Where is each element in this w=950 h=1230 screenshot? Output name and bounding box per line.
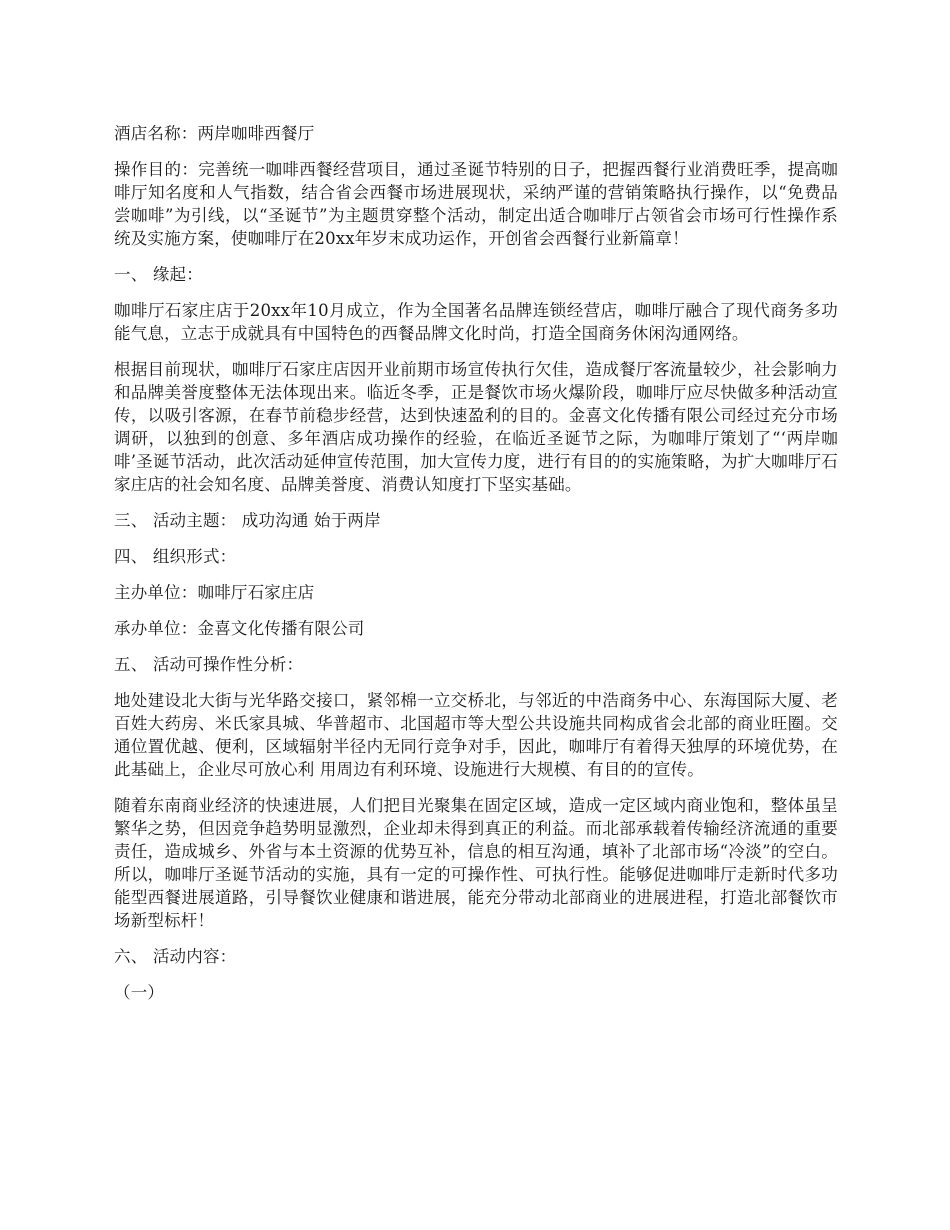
section-heading-content: 六、 活动内容： bbox=[114, 947, 237, 966]
section-heading-theme: 三、 活动主题： 成功沟通 始于两岸 bbox=[114, 511, 381, 530]
feasibility-paragraph-2: 随着东南商业经济的快速进展，人们把目光聚集在固定区域，造成一定区域内商业饱和，整体虽呈繁华之势，但因竞争趋势明显激烈，企业却未得到真正的利益。而北部承载着传输经济流通的重要责任，造成城乡、外省与本土资源的优势互补，信息的相互沟通，填补了北部市场“冷淡”的空白。所以，咖啡厅圣诞节活动的实施，具有一定的可操作性、可执行性。能够促进咖啡厅走新时代多功能型西餐进展道路，引导餐饮业健康和谐进展，能充分带动北部商业的进展进程，打造北部餐饮市场新型标杆！ bbox=[114, 796, 838, 930]
host-unit-line: 主办单位：咖啡厅石家庄店 bbox=[114, 583, 315, 602]
feasibility-paragraph-1: 地处建设北大街与光华路交接口，紧邻棉一立交桥北，与邻近的中浩商务中心、东海国际大厦、老百姓大药房、米氏家具城、华普超市、北国超市等大型公共设施共同构成省会北部的商业旺圈。交通位置优越、便利，区域辐射半径内无同行竞争对手，因此，咖啡厅有着得天独厚的环境优势，在此基础上，企业尽可放心利 用周边有利环境、设施进行大规模、有目的的宣传。 bbox=[114, 691, 838, 779]
section-heading-organization: 四、 组织形式： bbox=[114, 547, 237, 566]
section-heading-origin: 一、 缘起： bbox=[114, 265, 203, 284]
document-body bbox=[114, 122, 838, 1017]
origin-paragraph-1: 咖啡厅石家庄店于20xx年10月成立，作为全国著名品牌连锁经营店，咖啡厅融合了现代商务多功能气息，立志于成就具有中国特色的西餐品牌文化时尚，打造全国商务休闲沟通网络。 bbox=[114, 301, 838, 343]
section-heading-feasibility: 五、 活动可操作性分析： bbox=[114, 655, 304, 674]
origin-paragraph-2: 根据目前现状，咖啡厅石家庄店因开业前期市场宣传执行欠佳，造成餐厅客流量较少，社会影响力和品牌美誉度整体无法体现出来。临近冬季，正是餐饮市场火爆阶段，咖啡厅应尽快做多种活动宣传，以吸引客源，在春节前稳步经营，达到快速盈利的目的。金喜文化传播有限公司经过充分市场调研，以独到的创意、多年酒店成功操作的经验，在临近圣诞节之际，为咖啡厅策划了“‘两岸咖啡’圣诞节活动，此次活动延伸宣传范围，加大宣传力度，进行有目的的实施策略，为扩大咖啡厅石家庄店的社会知名度、品牌美誉度、消费认知度打下坚实基础。 bbox=[114, 360, 838, 494]
organizer-unit-line: 承办单位：金喜文化传播有限公司 bbox=[114, 619, 365, 638]
purpose-paragraph: 操作目的：完善统一咖啡西餐经营项目，通过圣诞节特别的日子，把握西餐行业消费旺季，提高咖啡厅知名度和人气指数，结合省会西餐市场进展现状，采纳严谨的营销策略执行操作，以“免费品尝咖啡”为引线，以“圣诞节”为主题贯穿整个活动，制定出适合咖啡厅占领省会市场可行性操作系统及实施方案，使咖啡厅在20xx年岁末成功运作，开创省会西餐行业新篇章！ bbox=[114, 160, 838, 248]
hotel-name-line: 酒店名称：两岸咖啡西餐厅 bbox=[114, 124, 315, 143]
subsection-marker: （一） bbox=[114, 983, 165, 1002]
